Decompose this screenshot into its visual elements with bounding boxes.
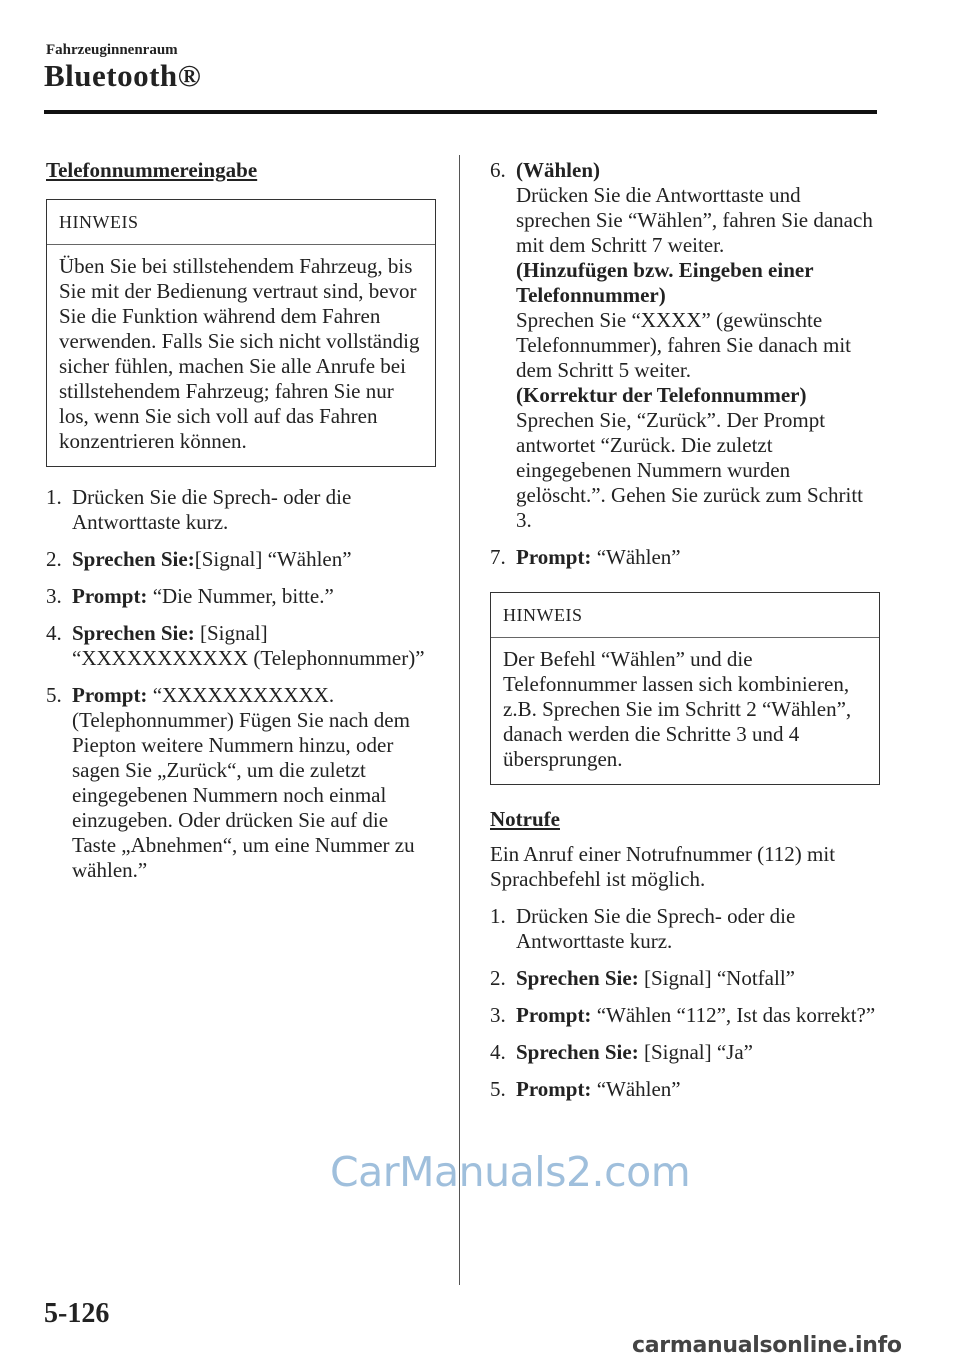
step-text: “Wählen” <box>591 1077 681 1101</box>
note-box <box>490 592 880 785</box>
step-text: [Signal] “Wählen” <box>194 547 352 571</box>
step-text: Drücken Sie die Sprech- oder die Antworttaste kurz. <box>72 485 352 534</box>
step-label: Prompt: <box>516 1003 592 1027</box>
step-item <box>46 621 436 671</box>
step-number: 4. <box>46 621 62 645</box>
step-item <box>490 1077 880 1102</box>
step-number: 1. <box>46 485 62 509</box>
step-item <box>490 158 880 533</box>
step-number: 3. <box>46 584 62 608</box>
step-item <box>490 545 880 570</box>
step-text: [Signal] “Ja” <box>638 1040 753 1064</box>
note-box <box>46 199 436 467</box>
left-column <box>46 158 436 895</box>
page-title: Bluetooth® <box>44 58 202 93</box>
step-subheading: (Hinzufügen bzw. Eingeben einer Telefonnummer) <box>516 258 814 307</box>
emergency-intro: Ein Anruf einer Notrufnummer (112) mit Sprachbefehl ist möglich. <box>490 842 836 891</box>
footer-site-mark: carmanualsonline.info <box>632 1333 902 1358</box>
step-label: Sprechen Sie: <box>72 621 195 645</box>
note-label: HINWEIS <box>491 593 879 638</box>
step-text: [Signal] “Notfall” <box>638 966 795 990</box>
section-label: Fahrzeuginnenraum <box>46 42 178 58</box>
step-number: 5. <box>490 1077 506 1101</box>
header-rule <box>44 110 877 114</box>
step-number: 3. <box>490 1003 506 1027</box>
section-heading-phone-entry: Telefonnummereingabe <box>46 158 258 182</box>
step-text: Sprechen Sie “XXXX” (gewünschte Telefonnummer), fahren Sie danach mit dem Schritt 5 weiter. <box>516 308 851 382</box>
step-label: Sprechen Sie: <box>516 966 639 990</box>
step-number: 6. <box>490 158 506 182</box>
step-item <box>46 547 436 572</box>
step-label: Prompt: <box>516 1077 592 1101</box>
note-label: HINWEIS <box>47 200 435 245</box>
step-text: “Wählen “112”, Ist das korrekt?” <box>591 1003 876 1027</box>
step-item <box>490 1003 880 1028</box>
step-text: Sprechen Sie, “Zurück”. Der Prompt antwortet “Zurück. Die zuletzt eingegebenen Nummern wurden gelöscht.”. Gehen Sie zurück zum Schritt 3. <box>516 408 863 532</box>
step-text: “XXXXXXXXXXX. (Telephonnummer) Fügen Sie nach dem Piepton weitere Nummern hinzu, oder sagen Sie „Zurück“, um die zuletzt eingegebenen Nummern noch einmal einzugeben. Oder drücken Sie auf die Taste „Abnehmen“, um eine Nummer zu wählen.” <box>72 683 415 882</box>
step-text: [Signal] “XXXXXXXXXXX (Telephonnummer)” <box>72 621 425 670</box>
step-label: Sprechen Sie: <box>72 547 195 571</box>
step-item <box>46 584 436 609</box>
step-label: Prompt: <box>72 584 148 608</box>
page-number: 5-126 <box>44 1298 110 1329</box>
step-number: 2. <box>490 966 506 990</box>
step-number: 4. <box>490 1040 506 1064</box>
step-text: “Wählen” <box>591 545 681 569</box>
step-number: 5. <box>46 683 62 707</box>
step-item <box>490 966 880 991</box>
column-divider <box>459 155 460 1285</box>
note-text: Der Befehl “Wählen” und die Telefonnummer lassen sich kombinieren, z.B. Sprechen Sie im Schritt 2 “Wählen”, danach werden die Schritte 3 und 4 übersprungen. <box>503 647 852 771</box>
step-item <box>490 1040 880 1065</box>
step-item <box>46 683 436 883</box>
section-heading-emergency: Notrufe <box>490 807 560 831</box>
step-subheading: (Wählen) <box>516 158 600 182</box>
note-text: Üben Sie bei stillstehendem Fahrzeug, bis Sie mit der Bedienung vertraut sind, bevor Sie die Funktion während dem Fahren verwenden. Falls Sie sich nicht vollständig sicher fühlen, machen Sie alle Anrufe bei stillstehendem Fahrzeug; fahren Sie nur los, wenn Sie sich voll auf das Fahren konzentrieren können. <box>59 254 420 453</box>
step-item <box>46 485 436 535</box>
step-label: Sprechen Sie: <box>516 1040 639 1064</box>
step-text: “Die Nummer, bitte.” <box>147 584 334 608</box>
step-number: 7. <box>490 545 506 569</box>
step-item <box>490 904 880 954</box>
step-label: Prompt: <box>516 545 592 569</box>
step-number: 2. <box>46 547 62 571</box>
step-text: Drücken Sie die Sprech- oder die Antworttaste kurz. <box>516 904 796 953</box>
step-text: Drücken Sie die Antworttaste und sprechen Sie “Wählen”, fahren Sie danach mit dem Schritt 7 weiter. <box>516 183 873 257</box>
step-number: 1. <box>490 904 506 928</box>
right-column <box>490 158 880 1114</box>
watermark-logo: CarManuals2.com <box>330 1148 691 1196</box>
step-subheading: (Korrektur der Telefonnummer) <box>516 383 807 407</box>
step-label: Prompt: <box>72 683 148 707</box>
